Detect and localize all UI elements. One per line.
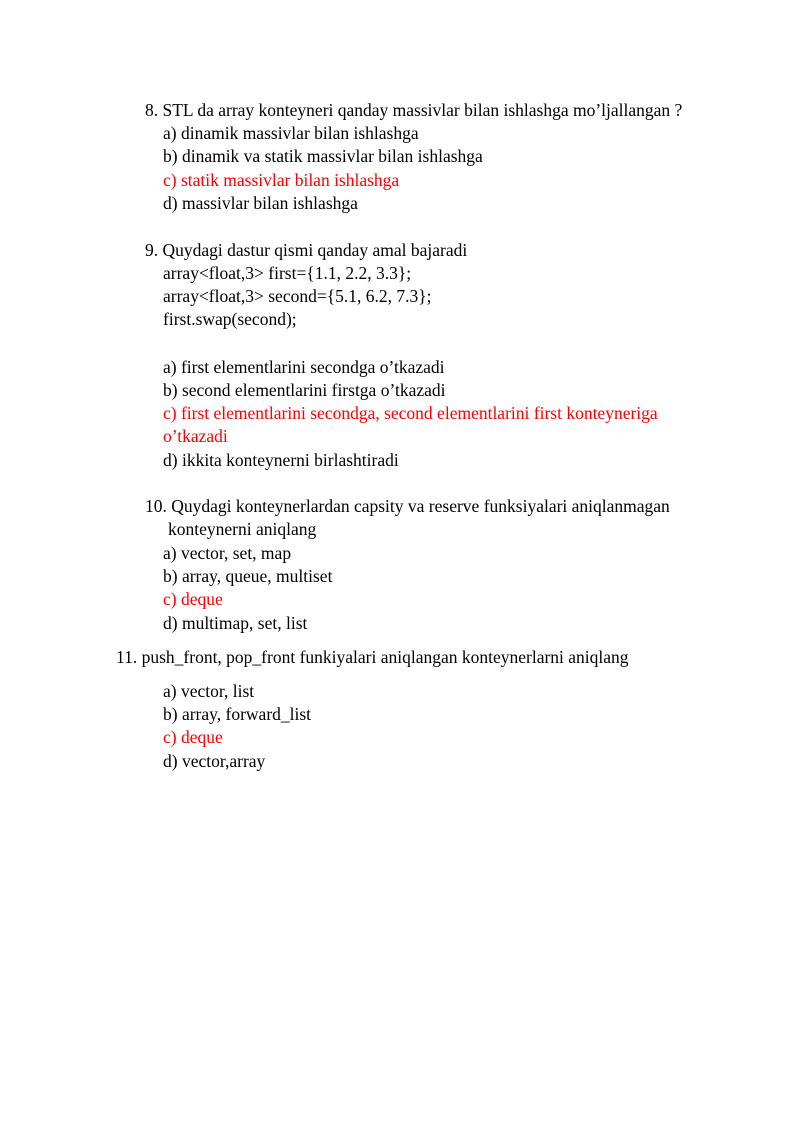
- question-10-title-continued: konteynerni aniqlang: [168, 519, 317, 539]
- question-9-title: 9. Quydagi dastur qismi qanday amal bajaradi: [145, 240, 468, 260]
- question-11-option-c-correct: c) deque: [163, 727, 223, 747]
- question-11-option-a: a) vector, list: [163, 681, 255, 701]
- question-10-option-b: b) array, queue, multiset: [163, 566, 333, 586]
- question-8-option-c-correct: c) statik massivlar bilan ishlashga: [163, 170, 400, 190]
- question-8-title: 8. STL da array konteyneri qanday massivlar bilan ishlashga mo’ljallangan ?: [145, 100, 683, 120]
- question-8-option-d: d) massivlar bilan ishlashga: [163, 193, 358, 213]
- question-9-option-d: d) ikkita konteynerni birlashtiradi: [163, 450, 399, 470]
- question-11-option-d: d) vector,array: [163, 751, 266, 771]
- question-9-option-b: b) second elementlarini firstga o’tkazadi: [163, 380, 446, 400]
- question-9-code-line-3: first.swap(second);: [163, 309, 297, 329]
- question-10-option-c-correct: c) deque: [163, 589, 223, 609]
- question-11-title: 11. push_front, pop_front funkiyalari aniqlangan konteynerlarni aniqlang: [116, 647, 629, 667]
- question-10-title: 10. Quydagi konteynerlardan capsity va reserve funksiyalari aniqlanmagan: [145, 496, 670, 516]
- question-10-option-a: a) vector, set, map: [163, 543, 292, 563]
- question-8-option-b: b) dinamik va statik massivlar bilan ishlashga: [163, 146, 483, 166]
- question-9-option-a: a) first elementlarini secondga o’tkazadi: [163, 357, 445, 377]
- question-11-option-b: b) array, forward_list: [163, 704, 312, 724]
- question-9-code-line-2: array<float,3> second={5.1, 6.2, 7.3};: [163, 286, 432, 306]
- question-8-option-a: a) dinamik massivlar bilan ishlashga: [163, 123, 419, 143]
- question-10-option-d: d) multimap, set, list: [163, 613, 308, 633]
- question-9-code-line-1: array<float,3> first={1.1, 2.2, 3.3};: [163, 263, 412, 283]
- question-9-option-c-correct: c) first elementlarini secondga, second elementlarini first konteyneriga: [163, 403, 658, 423]
- question-9-option-c-continued: o’tkazadi: [163, 426, 228, 446]
